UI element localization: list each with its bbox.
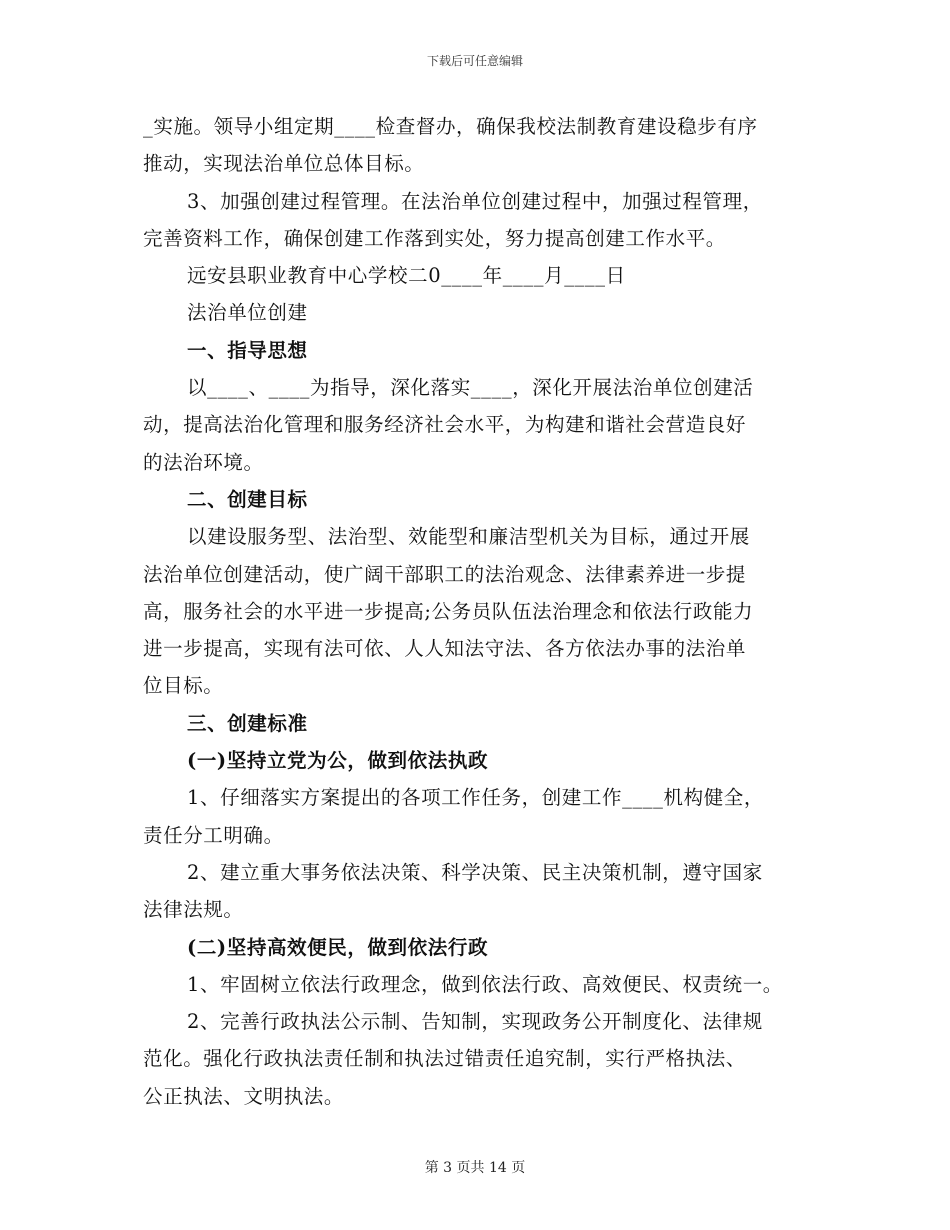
- text-line: 1、仔细落实方案提出的各项工作任务，创建工作____机构健全，: [187, 786, 765, 810]
- subsection-heading: (二)坚持高效便民，做到依法行政: [187, 935, 489, 959]
- text-line: 的法治环境。: [143, 450, 264, 474]
- text-line: 完善资料工作，确保创建工作落到实处，努力提高创建工作水平。: [143, 226, 726, 250]
- subsection-heading: (一)坚持立党为公，做到依法执政: [187, 749, 489, 773]
- text-line: 2、建立重大事务依法决策、科学决策、民主决策机制，遵守国家: [187, 860, 763, 884]
- text-line: 3、加强创建过程管理。在法治单位创建过程中，加强过程管理，: [187, 189, 763, 213]
- section-heading: 二、创建目标: [187, 487, 308, 511]
- text-line: _实施。领导小组定期____检查督办，确保我校法制教育建设稳步有序: [143, 115, 758, 138]
- text-line: 远安县职业教育中心学校二0____年____月____日: [187, 264, 626, 288]
- text-line: 范化。强化行政执法责任制和执法过错责任追究制，实行严格执法、: [143, 1047, 747, 1071]
- section-heading: 一、指导思想: [187, 338, 308, 362]
- document-body: [143, 108, 815, 1115]
- text-line: 责任分工明确。: [143, 823, 284, 847]
- text-line: 法治单位创建活动，使广阔干部职工的法治观念、法律素养进一步提: [143, 562, 747, 586]
- text-line: 以建设服务型、法治型、效能型和廉洁型机关为目标，通过开展: [187, 525, 750, 549]
- text-line: 位目标。: [143, 674, 224, 698]
- text-line: 2、完善行政执法公示制、告知制，实现政务公开制度化、法律规: [187, 1010, 763, 1034]
- text-line: 法律法规。: [143, 898, 244, 922]
- text-line: 公正执法、文明执法。: [143, 1084, 345, 1108]
- text-line: 推动，实现法治单位总体目标。: [143, 152, 425, 176]
- text-line: 动，提高法治化管理和服务经济社会水平，为构建和谐社会营造良好: [143, 413, 747, 437]
- page-header: 下载后可任意编辑: [426, 54, 523, 68]
- section-heading: 三、创建标准: [187, 711, 308, 735]
- page-footer: 第 3 页共 14 页: [424, 1160, 526, 1176]
- text-line: 1、牢固树立依法行政理念，做到依法行政、高效便民、权责统一。: [187, 972, 783, 996]
- text-line: 进一步提高，实现有法可依、人人知法守法、各方依法办事的法治单: [143, 637, 747, 661]
- text-line: 以____、____为指导，深化落实____，深化开展法治单位创建活: [187, 376, 754, 400]
- text-line: 高，服务社会的水平进一步提高;公务员队伍法治理念和依法行政能力: [143, 599, 754, 623]
- text-line: 法治单位创建: [187, 301, 308, 325]
